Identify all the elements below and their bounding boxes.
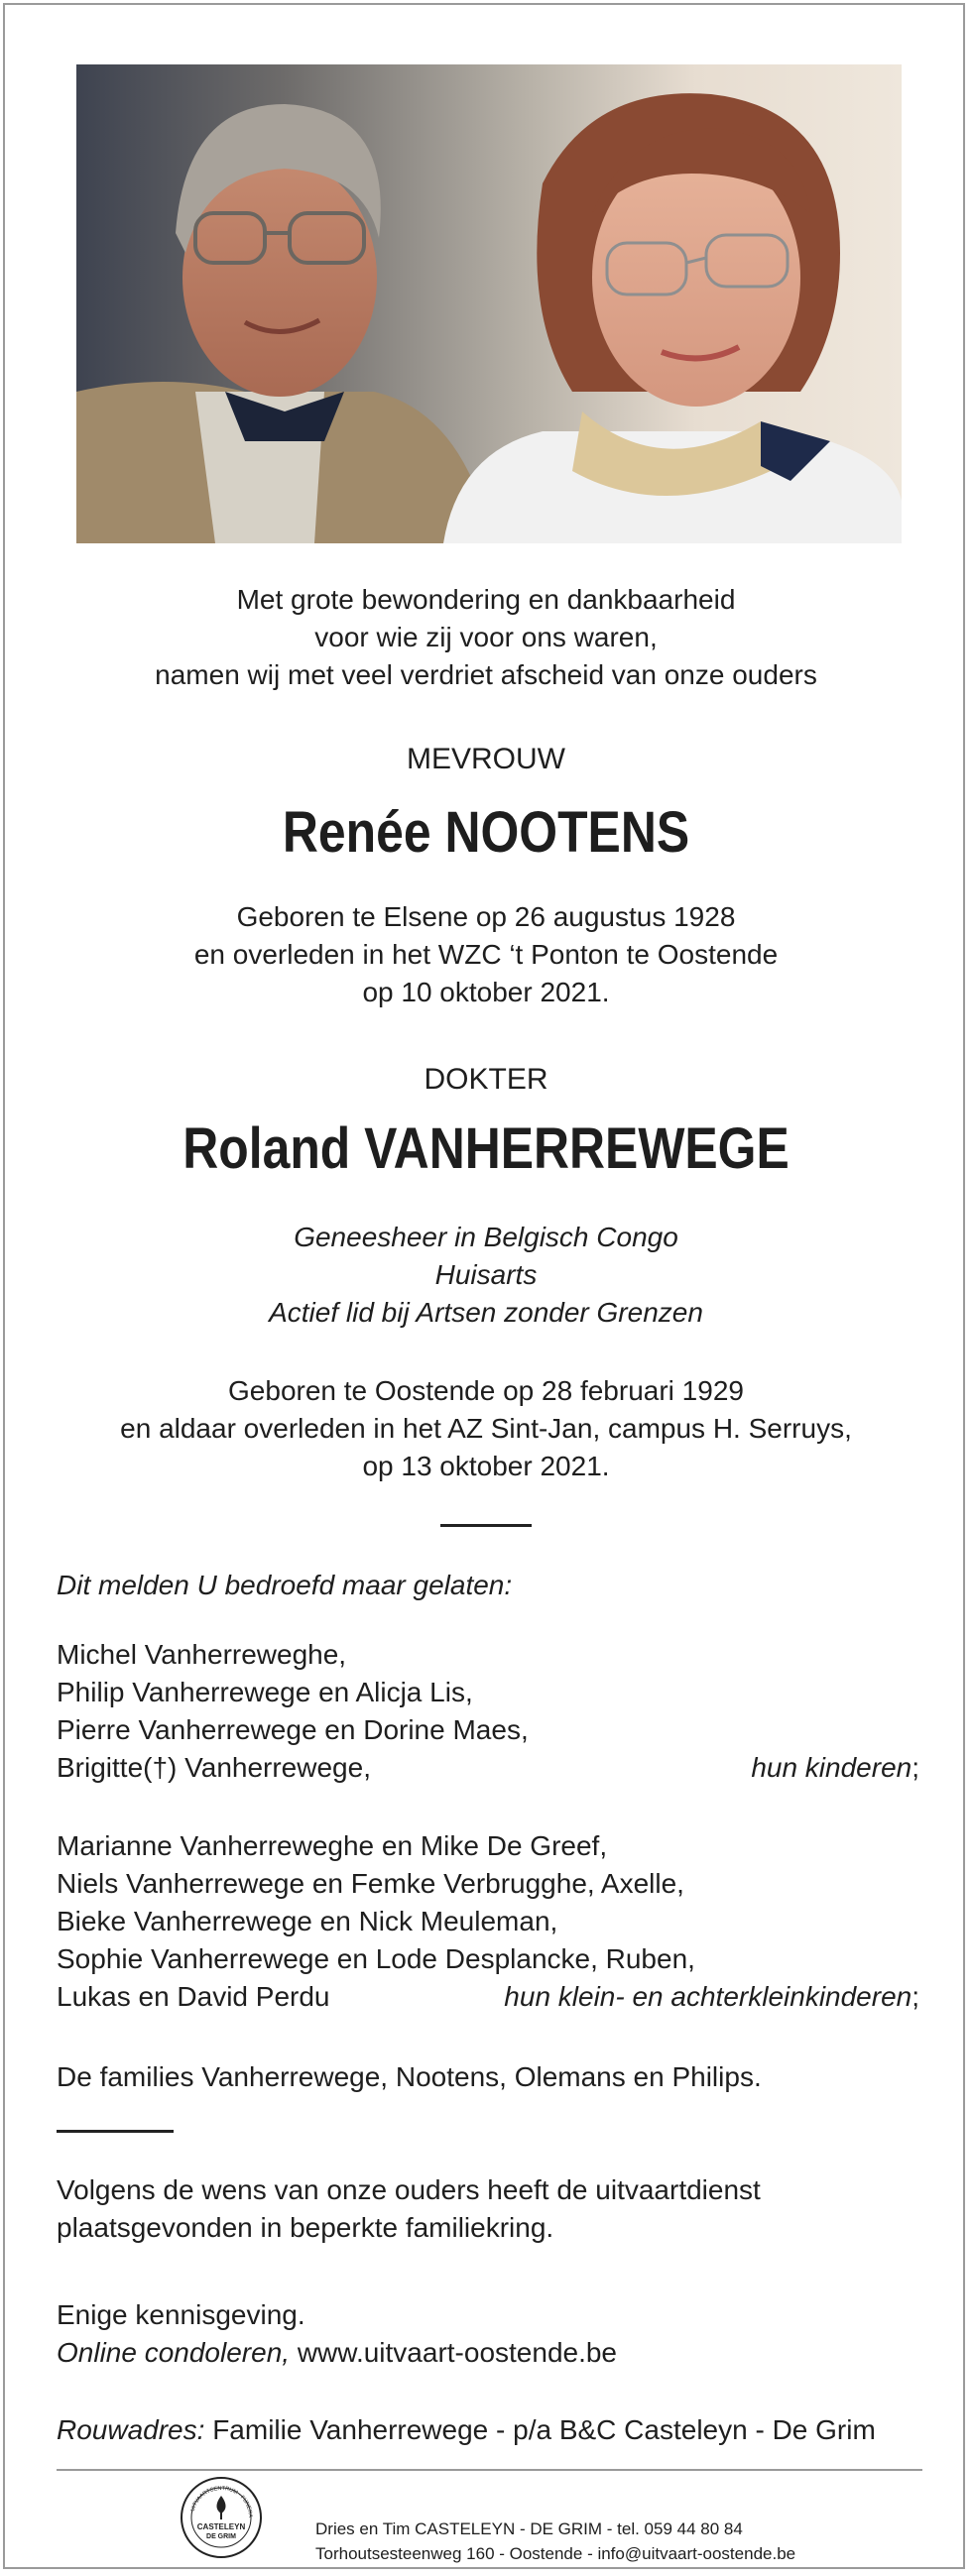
notice-block (57, 2296, 919, 2372)
left-divider (57, 2130, 174, 2133)
address-line (57, 2411, 919, 2449)
notice-line: Enige kennisgeving. (57, 2299, 305, 2330)
address-text: Familie Vanherrewege - p/a B&C Casteleyn - De Grim (212, 2414, 876, 2445)
detail-line: Geboren te Elsene op 26 augustus 1928 (236, 901, 736, 932)
announcement: Dit melden U bedroefd maar gelaten: (57, 1570, 513, 1600)
list-item: Sophie Vanherrewege en Lode Desplancke, Ruben, (57, 1943, 695, 1974)
person2-details (0, 1372, 972, 1485)
footer-line-2: Torhoutsesteenweg 160 - Oostende - info@uitvaart-oostende.be (315, 2544, 796, 2563)
families-line: De families Vanherrewege, Nootens, Olemans en Philips. (57, 2061, 762, 2092)
logo-ring-text: UITVAARTCENTRUM - FUNERA (189, 2485, 254, 2518)
person1-title: MEVROUW (407, 743, 565, 775)
children-label: hun kinderen; (751, 1752, 919, 1783)
detail-line: op 13 oktober 2021. (362, 1451, 610, 1481)
grandchildren-list (57, 1827, 919, 2016)
person2-roles (0, 1219, 972, 1332)
list-item: Bieke Vanherrewege en Nick Meuleman, (57, 1906, 558, 1936)
person2-name: Roland VANHERREWEGE (182, 1116, 790, 1181)
funeral-home-logo (180, 2476, 263, 2559)
condolence-link[interactable]: www.uitvaart-oostende.be (297, 2337, 618, 2368)
intro-line: Met grote bewondering en dankbaarheid (236, 584, 736, 615)
role-line: Huisarts (434, 1259, 538, 1290)
couple-photo (76, 64, 902, 543)
role-line: Actief lid bij Artsen zonder Grenzen (269, 1297, 703, 1328)
footer-line-1: Dries en Tim CASTELEYN - DE GRIM - tel. 059 44 80 84 (315, 2519, 743, 2538)
role-line: Geneesheer in Belgisch Congo (294, 1222, 678, 1252)
logo-text-1: CASTELEYN (196, 2522, 246, 2531)
intro-text (0, 581, 972, 694)
logo-text-2: DE GRIM (206, 2533, 236, 2540)
grandchildren-label: hun klein- en achterkleinkinderen; (504, 1981, 919, 2012)
children-list (57, 1636, 919, 1787)
list-item: Niels Vanherrewege en Femke Verbrugghe, Axelle, (57, 1868, 684, 1899)
detail-line: en aldaar overleden in het AZ Sint-Jan, campus H. Serruys, (120, 1413, 852, 1444)
wish-text: Volgens de wens van onze ouders heeft de uitvaartdienst plaatsgevonden in beperkte familiekring. (57, 2174, 761, 2243)
detail-line: op 10 oktober 2021. (362, 977, 610, 1007)
list-item: Michel Vanherreweghe, (57, 1639, 347, 1670)
list-item: Philip Vanherrewege en Alicja Lis, (57, 1677, 473, 1707)
detail-line: Geboren te Oostende op 28 februari 1929 (228, 1375, 744, 1406)
footer-contact (315, 2517, 871, 2566)
address-label: Rouwadres: (57, 2414, 205, 2445)
list-item: Brigitte(†) Vanherrewege, hun kinderen; (57, 1749, 919, 1787)
person1-details (0, 898, 972, 1011)
intro-line: voor wie zij voor ons waren, (314, 622, 658, 652)
person1-name: Renée NOOTENS (282, 800, 690, 865)
detail-line: en overleden in het WZC ‘t Ponton te Oostende (193, 939, 779, 970)
intro-line: namen wij met veel verdriet afscheid van onze ouders (155, 659, 817, 690)
list-item: Lukas en David Perdu hun klein- en achterkleinkinderen; (57, 1978, 919, 2016)
list-item: Pierre Vanherrewege en Dorine Maes, (57, 1714, 529, 1745)
list-item: Marianne Vanherreweghe en Mike De Greef, (57, 1830, 608, 1861)
footer-divider (57, 2469, 922, 2471)
center-divider (440, 1524, 532, 1527)
condolence-line: Online condoleren, www.uitvaart-oostende.be (57, 2337, 618, 2368)
person2-title: DOKTER (424, 1063, 548, 1096)
